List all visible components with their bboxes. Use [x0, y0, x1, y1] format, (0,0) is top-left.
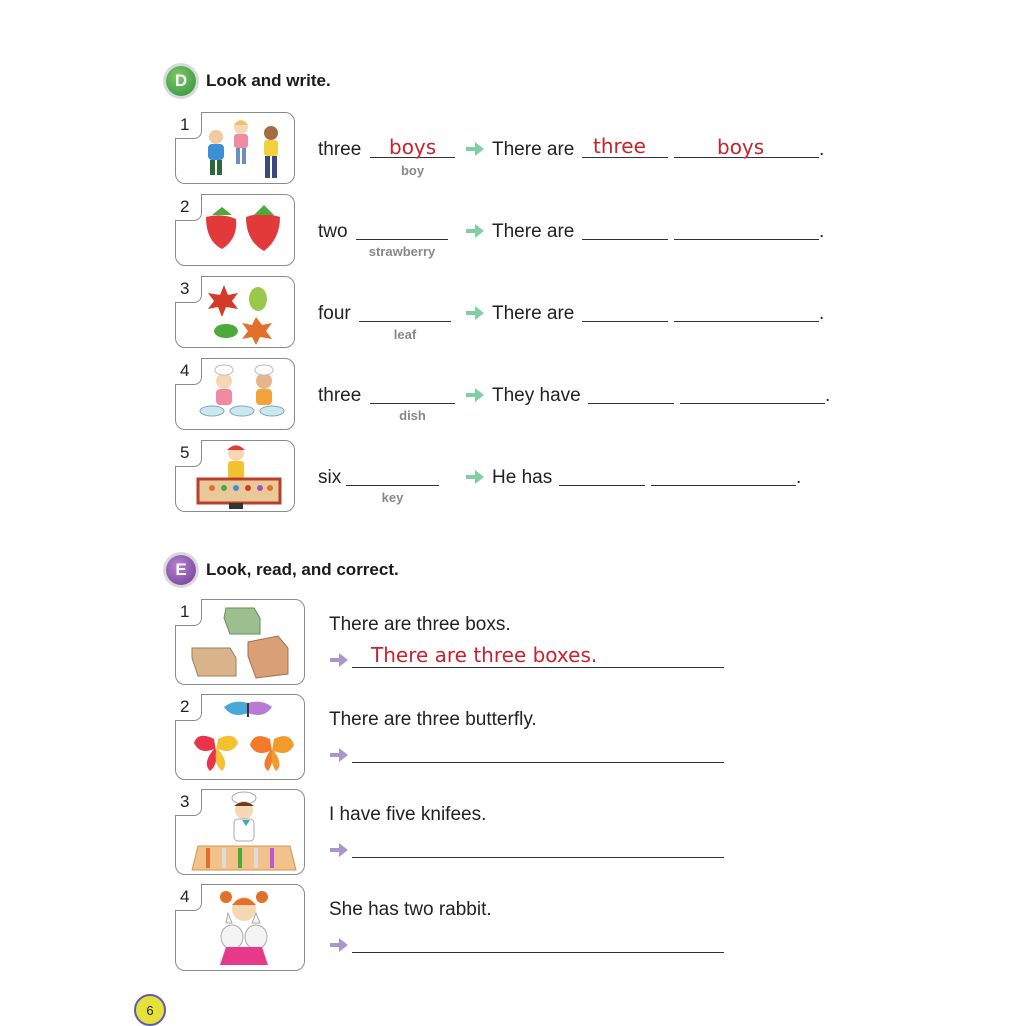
period: .: [825, 385, 831, 406]
sentence-stem: There are: [492, 303, 575, 324]
picture-knives: [175, 789, 305, 875]
picture-dishes: [175, 358, 295, 430]
item-number: 4: [180, 361, 190, 380]
period: .: [796, 467, 802, 488]
prefix-word: six: [318, 467, 342, 488]
picture-strawberries: [175, 194, 295, 266]
sentence-stem: There are: [492, 221, 575, 242]
arrow-right-icon: [465, 141, 485, 157]
item-number: 3: [180, 792, 190, 811]
handwritten-correction: There are three boxes.: [371, 643, 598, 667]
incorrect-sentence: She has two rabbit.: [329, 899, 492, 920]
item-number: 1: [180, 115, 190, 134]
arrow-right-icon: [329, 842, 349, 858]
incorrect-sentence: There are three boxs.: [329, 614, 511, 635]
section-e-badge: E: [166, 555, 196, 585]
handwritten-answer: boys: [717, 135, 765, 159]
arrow-right-icon: [465, 469, 485, 485]
section-d-badge: D: [166, 66, 196, 96]
picture-butterflies: [175, 694, 305, 780]
period: .: [819, 303, 825, 324]
incorrect-sentence: There are three butterfly.: [329, 709, 537, 730]
sentence-stem: They have: [492, 385, 581, 406]
arrow-right-icon: [465, 223, 485, 239]
answer-blank[interactable]: [359, 321, 451, 322]
arrow-right-icon: [329, 652, 349, 668]
picture-boxes: [175, 599, 305, 685]
item-number: 5: [180, 443, 190, 462]
word-hint: leaf: [393, 327, 417, 342]
picture-leaves: [175, 276, 295, 348]
sentence-stem: He has: [492, 467, 553, 488]
word-hint: dish: [399, 408, 426, 423]
correction-blank[interactable]: [352, 952, 724, 953]
item-number: 1: [180, 602, 190, 621]
prefix-word: two: [318, 221, 348, 242]
section-e-header: [166, 555, 399, 585]
word-hint: boy: [400, 163, 425, 178]
answer-blank[interactable]: [674, 239, 819, 240]
section-d-header: [166, 66, 331, 96]
answer-blank[interactable]: [588, 403, 674, 404]
answer-blank[interactable]: [651, 485, 796, 486]
correction-blank[interactable]: [352, 762, 724, 763]
answer-blank[interactable]: [370, 403, 455, 404]
handwritten-answer: three: [593, 134, 646, 158]
answer-blank[interactable]: [582, 239, 668, 240]
item-number: 3: [180, 279, 190, 298]
prefix-word: four: [318, 303, 351, 324]
answer-blank[interactable]: [346, 485, 439, 486]
item-number: 4: [180, 887, 190, 906]
picture-rabbits: [175, 884, 305, 971]
word-hint: key: [381, 490, 404, 505]
item-number: 2: [180, 197, 190, 216]
correction-blank[interactable]: [352, 857, 724, 858]
item-number: 2: [180, 697, 190, 716]
period: .: [819, 139, 825, 160]
arrow-right-icon: [465, 305, 485, 321]
answer-blank[interactable]: [356, 239, 448, 240]
correction-blank[interactable]: [352, 667, 724, 668]
answer-blank[interactable]: [582, 321, 668, 322]
arrow-right-icon: [329, 937, 349, 953]
picture-keys: [175, 440, 295, 512]
page-number: 6: [134, 994, 166, 1026]
incorrect-sentence: I have five knifees.: [329, 804, 487, 825]
arrow-right-icon: [465, 387, 485, 403]
prefix-word: three: [318, 139, 362, 160]
section-e-title: Look, read, and correct.: [206, 560, 399, 579]
answer-blank[interactable]: [680, 403, 825, 404]
word-hint: strawberry: [368, 244, 436, 259]
prefix-word: three: [318, 385, 362, 406]
section-d-title: Look and write.: [206, 71, 331, 90]
arrow-right-icon: [329, 747, 349, 763]
period: .: [819, 221, 825, 242]
picture-boys: [175, 112, 295, 184]
answer-blank[interactable]: [559, 485, 645, 486]
handwritten-answer: boys: [389, 135, 437, 159]
answer-blank[interactable]: [674, 321, 819, 322]
sentence-stem: There are: [492, 139, 575, 160]
